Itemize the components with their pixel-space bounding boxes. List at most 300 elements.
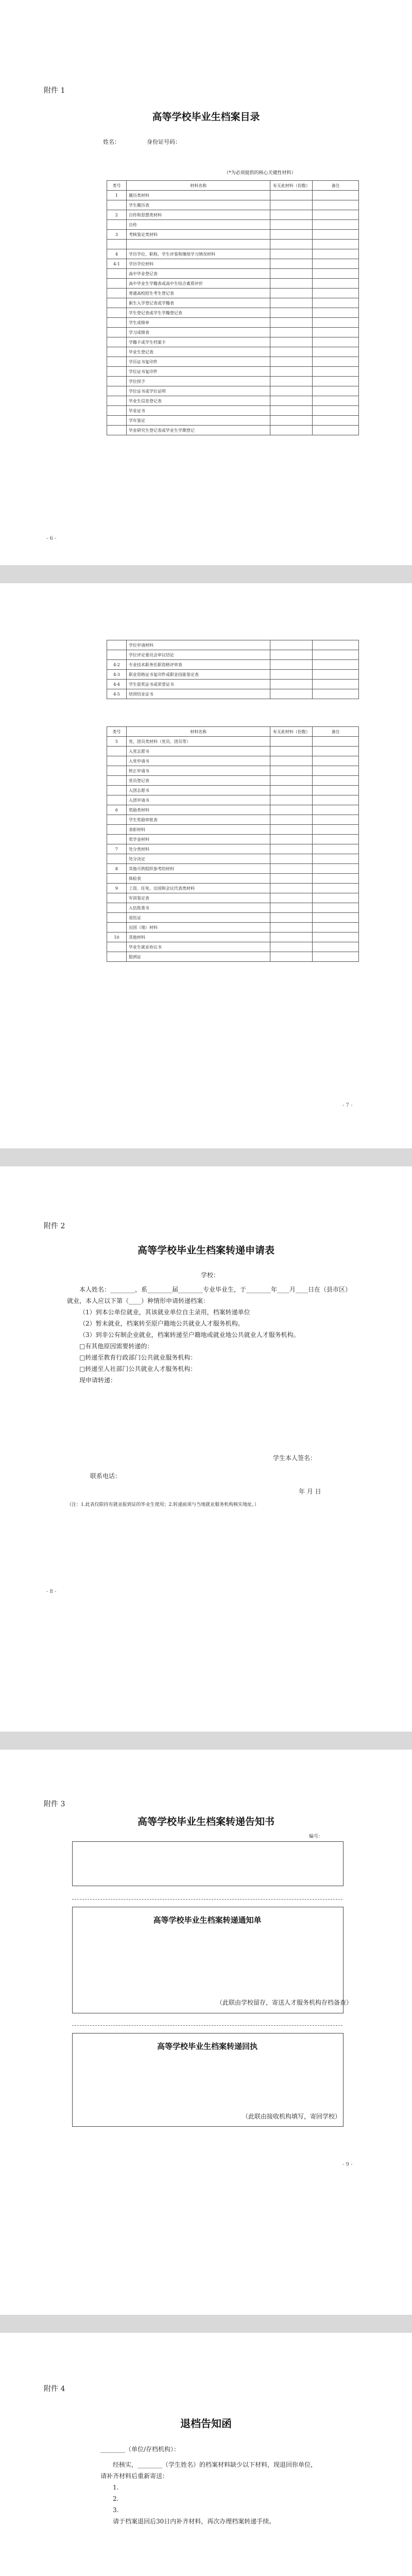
table-row (107, 191, 359, 200)
material-name-cell (126, 240, 270, 249)
empty-cell (270, 406, 313, 416)
material-name-cell: 转正申请书 (126, 766, 270, 776)
class-number-cell (107, 854, 127, 864)
material-name-cell: 出国（境）材料 (126, 923, 270, 933)
empty-cell (313, 259, 359, 269)
paragraph: （3）到非公有制企业就业，档案转递至户籍地或就业地公共就业人才服务机构。 (79, 1331, 300, 1338)
empty-cell (270, 766, 313, 776)
empty-cell (270, 844, 313, 854)
material-name-cell: 学历学位、职称、学生评鉴和继续学习情况材料 (126, 249, 270, 259)
empty-cell (313, 805, 359, 815)
table-row (107, 269, 359, 279)
class-number-cell: 4-2 (107, 660, 127, 670)
material-name-cell: 学生登记表或学生学籍登记表 (126, 308, 270, 318)
class-number-cell (107, 269, 127, 279)
material-name-cell: 其他材料 (126, 933, 270, 942)
class-number-cell (107, 942, 127, 952)
class-number-cell: 6 (107, 805, 127, 815)
table-row (107, 367, 359, 377)
table-row (107, 864, 359, 874)
material-name-cell: 学籍卡或学生档案卡 (126, 337, 270, 347)
empty-cell (313, 795, 359, 805)
empty-cell (270, 756, 313, 766)
empty-cell (270, 805, 313, 815)
class-number-cell (107, 426, 127, 435)
class-number-cell (107, 328, 127, 337)
material-name-cell: 履历类材料 (126, 191, 270, 200)
empty-cell (313, 933, 359, 942)
empty-cell (313, 680, 359, 689)
empty-cell (270, 864, 313, 874)
class-number-cell (107, 357, 127, 367)
paragraph: □有其他原因需要转递的： (79, 1343, 153, 1350)
class-number-cell (107, 795, 127, 805)
empty-cell (270, 249, 313, 259)
table-row (107, 874, 359, 884)
empty-cell (270, 854, 313, 864)
receipt-title: 高等学校毕业生档案转递通知单 (153, 1916, 262, 1925)
class-number-cell: 8 (107, 864, 127, 874)
class-number-cell (107, 279, 127, 289)
application-body (67, 1284, 355, 1386)
empty-cell (313, 200, 359, 210)
attachment-label: 附件 1 (44, 87, 65, 95)
empty-cell (313, 347, 359, 357)
material-name-cell: 入团申请书 (126, 795, 270, 805)
page-number: - 8 - (46, 1589, 57, 1595)
cut-line (72, 2025, 342, 2026)
catalog-table-continued (107, 640, 359, 699)
empty-cell (270, 874, 313, 884)
empty-cell (270, 923, 313, 933)
table-row (107, 795, 359, 805)
empty-cell (270, 298, 313, 308)
material-name-cell: 入党申请书 (126, 756, 270, 766)
class-number-cell (107, 747, 127, 756)
empty-cell (270, 640, 313, 650)
table-row (107, 289, 359, 298)
class-number-cell: 7 (107, 844, 127, 854)
empty-cell (313, 835, 359, 844)
table-row (107, 844, 359, 854)
table-row (107, 279, 359, 289)
table-row (107, 815, 359, 825)
page-4 (0, 1750, 412, 2315)
table-row (107, 913, 359, 923)
empty-cell (313, 230, 359, 240)
empty-cell (270, 650, 313, 660)
class-number-cell: 4-4 (107, 680, 127, 689)
empty-cell (270, 328, 313, 337)
class-number-cell (107, 776, 127, 786)
class-number-cell (107, 903, 127, 913)
empty-cell (313, 913, 359, 923)
header-cell: 材料名称 (126, 181, 270, 191)
empty-cell (313, 191, 359, 200)
empty-cell (313, 416, 359, 426)
empty-cell (270, 191, 313, 200)
empty-cell (313, 825, 359, 835)
empty-cell (313, 308, 359, 318)
material-name-cell: 毕业生登记表 (126, 347, 270, 357)
class-number-cell (107, 396, 127, 406)
paragraph: （2）暂未就业，档案转至原户籍地公共就业人才服务机构。 (79, 1320, 244, 1327)
material-name-cell: 学历证书复印件 (126, 357, 270, 367)
empty-cell (270, 913, 313, 923)
material-name-cell: 高中毕业登记表 (126, 269, 270, 279)
empty-cell (313, 864, 359, 874)
empty-cell (270, 269, 313, 279)
table-row (107, 406, 359, 416)
signature-label: 学生本人签名： (273, 1454, 317, 1462)
attachment-label: 附件 3 (44, 1800, 65, 1808)
empty-cell (313, 786, 359, 795)
table-row (107, 200, 359, 210)
empty-cell (270, 259, 313, 269)
empty-cell (270, 942, 313, 952)
table-row (107, 337, 359, 347)
table-row (107, 347, 359, 357)
table-row (107, 923, 359, 933)
paragraph: □转递至人社部门公共就业人才服务机构： (79, 1365, 197, 1372)
table-row (107, 854, 359, 864)
class-number-cell (107, 386, 127, 396)
material-name-cell: 奖励类材料 (126, 805, 270, 815)
empty-cell (313, 854, 359, 864)
empty-cell (313, 756, 359, 766)
table-header-row (107, 181, 359, 191)
empty-cell (313, 689, 359, 699)
empty-cell (270, 737, 313, 747)
table-row (107, 689, 359, 699)
table-row (107, 776, 359, 786)
material-name-cell: 考核鉴定类材料 (126, 230, 270, 240)
class-number-cell: 4-3 (107, 670, 127, 680)
page-3 (0, 1166, 412, 1732)
material-name-cell: 学生履历表 (126, 200, 270, 210)
cut-line (72, 1899, 342, 1900)
empty-cell (270, 200, 313, 210)
date-label: 年 月 日 (299, 1488, 321, 1495)
empty-cell (270, 884, 313, 893)
table-row (107, 259, 359, 269)
table-row (107, 670, 359, 680)
class-number-cell (107, 766, 127, 776)
empty-cell (313, 884, 359, 893)
material-name-cell: 学位授予 (126, 377, 270, 386)
table-row (107, 210, 359, 220)
page-2 (0, 583, 412, 1148)
empty-cell (313, 279, 359, 289)
empty-cell (313, 426, 359, 435)
class-number-cell (107, 220, 127, 230)
material-name-cell: 表彰材料 (126, 825, 270, 835)
empty-cell (313, 942, 359, 952)
material-name-cell: 毕业研究生登记表或毕业生学期登记 (126, 426, 270, 435)
page-5 (0, 2333, 412, 2576)
material-name-cell: 学生成绩单 (126, 318, 270, 328)
material-name-cell: 党员登记表 (126, 776, 270, 786)
material-name-cell: 报到证 (126, 952, 270, 962)
table-row (107, 903, 359, 913)
table-row (107, 220, 359, 230)
empty-cell (270, 318, 313, 328)
empty-cell (270, 903, 313, 913)
table-row (107, 766, 359, 776)
empty-cell (313, 406, 359, 416)
table-row (107, 825, 359, 835)
material-name-cell: 毕业生信息登记表 (126, 396, 270, 406)
attachment-label: 附件 4 (44, 2385, 65, 2393)
empty-cell (270, 240, 313, 249)
class-number-cell (107, 298, 127, 308)
page-number: - 7 - (342, 1103, 353, 1108)
class-number-cell (107, 416, 127, 426)
empty-cell (270, 377, 313, 386)
header-cell: 有无此材料（份数） (270, 727, 313, 737)
unit-line: ________（单位/存档机构）： (100, 2446, 180, 2453)
class-number-cell (107, 308, 127, 318)
table-row (107, 230, 359, 240)
table-row (107, 747, 359, 756)
empty-cell (270, 289, 313, 298)
attachment-label: 附件 2 (44, 1222, 65, 1230)
empty-cell (270, 220, 313, 230)
class-number-cell: 10 (107, 933, 127, 942)
notice-body-box (72, 1841, 344, 1886)
empty-cell (313, 328, 359, 337)
table-row (107, 942, 359, 952)
class-number-cell (107, 825, 127, 835)
empty-cell (270, 689, 313, 699)
material-name-cell: 新生入学登记表或学籍表 (126, 298, 270, 308)
table-row (107, 893, 359, 903)
empty-cell (313, 298, 359, 308)
material-name-cell: 学位证书或学位证明 (126, 386, 270, 396)
class-number-cell: 4-1 (107, 259, 127, 269)
empty-cell (313, 249, 359, 259)
empty-cell (313, 289, 359, 298)
material-name-cell: 自传 (126, 220, 270, 230)
class-number-cell (107, 952, 127, 962)
empty-cell (270, 347, 313, 357)
table-header-row (107, 727, 359, 737)
school-label: 学校： (201, 1272, 220, 1279)
table-row (107, 933, 359, 942)
class-number-cell (107, 893, 127, 903)
material-name-cell: 职业资格证书复印件或职业技能鉴定表 (126, 670, 270, 680)
paragraph: □转递至教育行政部门公共就业服务机构： (79, 1354, 197, 1361)
letter-body (100, 2459, 317, 2527)
page-1 (0, 0, 412, 565)
empty-cell (313, 640, 359, 650)
material-name-cell: 其他可供组织参考的材料 (126, 864, 270, 874)
empty-cell (270, 426, 313, 435)
empty-cell (270, 670, 313, 680)
header-cell: 有无此材料（份数） (270, 181, 313, 191)
phone-label: 联系电话： (90, 1472, 122, 1480)
return-title: 高等学校毕业生档案转递回执 (157, 2042, 258, 2051)
material-name-cell: 学生奖励审批表 (126, 815, 270, 825)
empty-cell (313, 815, 359, 825)
empty-cell (313, 952, 359, 962)
table-row (107, 328, 359, 337)
table-row (107, 660, 359, 670)
id-label: 身份证号码： (147, 139, 181, 145)
class-number-cell: 5 (107, 737, 127, 747)
class-number-cell (107, 756, 127, 766)
paragraph: 3. (113, 2506, 119, 2514)
empty-cell (313, 210, 359, 220)
table-row (107, 680, 359, 689)
class-number-cell (107, 367, 127, 377)
empty-cell (313, 893, 359, 903)
material-name-cell: 党、团员类材料（党员、团员等） (126, 737, 270, 747)
notice-number: 编号： (309, 1834, 323, 1839)
empty-cell (313, 776, 359, 786)
table-row (107, 640, 359, 650)
table-row (107, 308, 359, 318)
table-row (107, 249, 359, 259)
table-row (107, 240, 359, 249)
table-row (107, 318, 359, 328)
table-row (107, 357, 359, 367)
table-row (107, 737, 359, 747)
empty-cell (270, 680, 313, 689)
name-label: 姓名： (103, 139, 120, 145)
empty-cell (270, 357, 313, 367)
empty-cell (313, 874, 359, 884)
paragraph: 现申请转递： (79, 1377, 117, 1384)
table-row (107, 298, 359, 308)
empty-cell (270, 279, 313, 289)
class-number-cell: 4-5 (107, 689, 127, 699)
material-name-cell: 工资、任免、出国和会议代表类材料 (126, 884, 270, 893)
note-text: （*为必须提供的核心关键性材料） (224, 171, 296, 176)
empty-cell (270, 747, 313, 756)
class-number-cell: 1 (107, 191, 127, 200)
empty-cell (313, 367, 359, 377)
class-number-cell (107, 835, 127, 844)
material-name-cell: 专业技术职务任职资格评审表 (126, 660, 270, 670)
empty-cell (270, 776, 313, 786)
material-name-cell: 自传和思想类材料 (126, 210, 270, 220)
material-name-cell: 毕业生就业协议书 (126, 942, 270, 952)
material-name-cell: 培训结业证书 (126, 689, 270, 699)
footnote: （注：1.此表仅限持有就业报到证的毕业生使用；2.转递前须与当地就业服务机构核实地址。） (67, 1502, 259, 1507)
empty-cell (270, 337, 313, 347)
empty-cell (313, 357, 359, 367)
empty-cell (313, 844, 359, 854)
empty-cell (270, 825, 313, 835)
empty-cell (270, 786, 313, 795)
table-row (107, 835, 359, 844)
material-name-cell: 处分类材料 (126, 844, 270, 854)
class-number-cell: 2 (107, 210, 127, 220)
empty-cell (270, 230, 313, 240)
empty-cell (270, 933, 313, 942)
material-name-cell: 入团志愿书 (126, 786, 270, 795)
empty-cell (313, 903, 359, 913)
empty-cell (313, 650, 359, 660)
table-row (107, 786, 359, 795)
class-number-cell (107, 377, 127, 386)
table-row (107, 416, 359, 426)
material-name-cell: 入伍批准书 (126, 903, 270, 913)
table-row (107, 426, 359, 435)
empty-cell (270, 660, 313, 670)
paragraph: 本人姓名：________，系________届________专业毕业生，于________年____月____日在（县市区）就业，本人应以下第（____）种情形申请转递档案： (67, 1286, 352, 1304)
material-name-cell: 毕业证书 (126, 406, 270, 416)
empty-cell (313, 220, 359, 230)
class-number-cell: 9 (107, 884, 127, 893)
paragraph: 请于档案退回后30日内补齐材料，再次办理档案转递手续。 (113, 2518, 276, 2525)
material-name-cell: 学生获奖证书或荣誉证书 (126, 680, 270, 689)
table-row (107, 386, 359, 396)
material-name-cell: 学位申请材料 (126, 640, 270, 650)
class-number-cell (107, 406, 127, 416)
paragraph: （1）到本公单位就业，其该就业单位自主录用，档案转递单位 (79, 1309, 250, 1316)
class-number-cell (107, 640, 127, 650)
table-row (107, 377, 359, 386)
class-number-cell: 3 (107, 230, 127, 240)
material-name-cell: 入党志愿书 (126, 747, 270, 756)
table-row (107, 805, 359, 815)
empty-cell (270, 396, 313, 406)
page-title: 高等学校毕业生档案转递告知书 (137, 1816, 274, 1827)
class-number-cell (107, 815, 127, 825)
material-name-cell: 学习成绩表 (126, 328, 270, 337)
table-row (107, 952, 359, 962)
empty-cell (270, 308, 313, 318)
class-number-cell (107, 650, 127, 660)
class-number-cell (107, 240, 127, 249)
header-cell: 类号 (107, 727, 127, 737)
paragraph: 经核实，________（学生姓名）的档案材料缺少以下材料，现退回你单位，请补齐材料后重新寄送： (100, 2461, 317, 2480)
material-name-cell: 体检表 (126, 874, 270, 884)
empty-cell (313, 269, 359, 279)
empty-cell (313, 747, 359, 756)
receipt-caption: （此联由学校留存，寄送人才服务机构存档备查） (216, 1999, 353, 2006)
empty-cell (270, 815, 313, 825)
table-row (107, 884, 359, 893)
empty-cell (313, 337, 359, 347)
material-name-cell: 普通高校招生考生登记表 (126, 289, 270, 298)
catalog-table-second (107, 726, 359, 962)
material-name-cell: 处分决定 (126, 854, 270, 864)
page-title: 高等学校毕业生档案目录 (152, 111, 260, 123)
paragraph: 2. (113, 2495, 119, 2502)
return-caption: （此联由接收机构填写，寄回学校） (242, 2113, 341, 2120)
material-name-cell: 军训鉴定表 (126, 893, 270, 903)
header-cell: 备注 (313, 727, 359, 737)
material-name-cell: 学位证书复印件 (126, 367, 270, 377)
catalog-table (107, 180, 359, 435)
empty-cell (270, 893, 313, 903)
empty-cell (313, 766, 359, 776)
page-number: - 9 - (342, 2162, 353, 2167)
page-title: 高等学校毕业生档案转递申请表 (137, 1245, 274, 1256)
material-name-cell: 退伍证 (126, 913, 270, 923)
empty-cell (270, 795, 313, 805)
empty-cell (270, 835, 313, 844)
empty-cell (313, 670, 359, 680)
header-cell: 材料名称 (126, 727, 270, 737)
class-number-cell (107, 913, 127, 923)
class-number-cell (107, 318, 127, 328)
empty-cell (270, 416, 313, 426)
empty-cell (313, 737, 359, 747)
